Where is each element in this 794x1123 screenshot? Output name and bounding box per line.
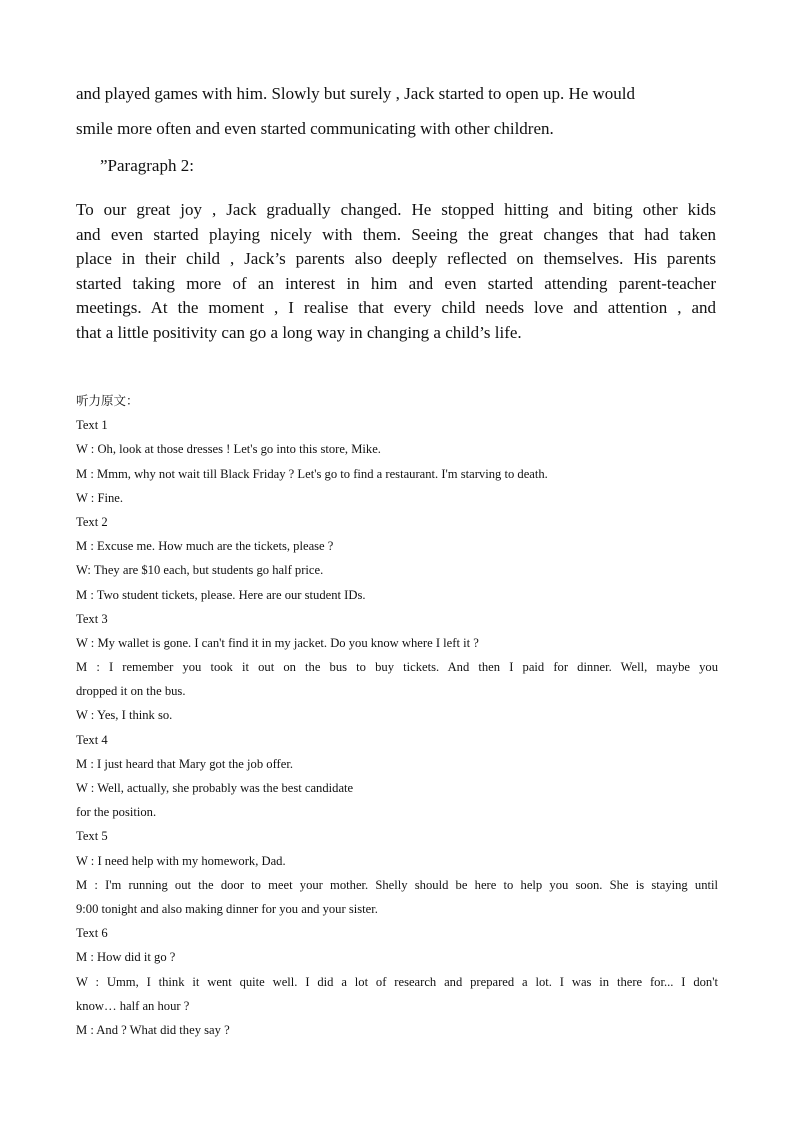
transcript-line: M : Excuse me. How much are the tickets, please ?	[76, 539, 334, 554]
paragraph-2-label: ”Paragraph 2:	[100, 156, 194, 175]
transcript-line: W : Oh, look at those dresses ! Let's go into this store, Mike.	[76, 442, 381, 457]
essay-paragraph-2	[76, 198, 716, 345]
transcript-line: M : I remember you took it out on the bus to buy tickets. And then I paid for dinner. Well, maybe you	[76, 660, 718, 675]
listening-transcript	[76, 389, 718, 1042]
essay-line: smile more often and even started communicating with other children.	[76, 119, 554, 138]
essay-line: place in their child , Jack’s parents also deeply reflected on themselves. His parents	[76, 249, 716, 268]
transcript-line: M : And ? What did they say ?	[76, 1022, 230, 1037]
transcript-line: dropped it on the bus.	[76, 684, 186, 699]
transcript-line: 9:00 tonight and also making dinner for you and your sister.	[76, 901, 378, 916]
essay-line: and played games with him. Slowly but surely , Jack started to open up. He would	[76, 84, 636, 103]
essay-line: To our great joy , Jack gradually changed. He stopped hitting and biting other kids	[76, 200, 716, 219]
transcript-line: W : Umm, I think it went quite well. I did a lot of research and prepared a lot. I was in there for... I don't	[76, 974, 718, 989]
essay-line: that a little positivity can go a long way in changing a child’s life.	[76, 322, 522, 342]
transcript-line: Text 3	[76, 611, 108, 626]
transcript-line: W : Fine.	[76, 490, 123, 505]
transcript-line: W : My wallet is gone. I can't find it in my jacket. Do you know where I left it ?	[76, 635, 479, 650]
transcript-line: W : Well, actually, she probably was the best candidate	[76, 781, 354, 795]
transcript-line: know… half an hour ?	[76, 998, 190, 1013]
transcript-line: Text 5	[76, 829, 108, 844]
essay-continuation-paragraph	[76, 76, 716, 146]
essay-line: started taking more of an interest in him and even started attending parent-teacher	[76, 273, 716, 293]
transcript-line: Text 6	[76, 926, 108, 941]
transcript-line: Text 1	[76, 418, 108, 433]
transcript-line: W : I need help with my homework, Dad.	[76, 853, 286, 868]
transcript-line: M : I just heard that Mary got the job offer.	[76, 756, 293, 771]
transcript-line: for the position.	[76, 805, 157, 820]
transcript-line: M : I'm running out the door to meet your mother. Shelly should be here to help you soon. She is staying until	[76, 877, 718, 892]
transcript-line: W : Yes, I think so.	[76, 708, 173, 723]
transcript-line: W: They are $10 each, but students go half price.	[76, 563, 324, 578]
transcript-line: Text 4	[76, 732, 108, 747]
transcript-line: M : How did it go ?	[76, 950, 176, 965]
transcript-line: M : Two student tickets, please. Here are our student IDs.	[76, 587, 366, 602]
essay-line: meetings. At the moment , I realise that every child needs love and attention , and	[76, 298, 716, 317]
transcript-line: Text 2	[76, 514, 108, 529]
transcript-heading: 听力原文：	[76, 393, 139, 408]
essay-line: and even started playing nicely with them. Seeing the great changes that had taken	[76, 224, 716, 244]
transcript-line: M : Mmm, why not wait till Black Friday ? Let's go to find a restaurant. I'm starving to death.	[76, 466, 548, 481]
